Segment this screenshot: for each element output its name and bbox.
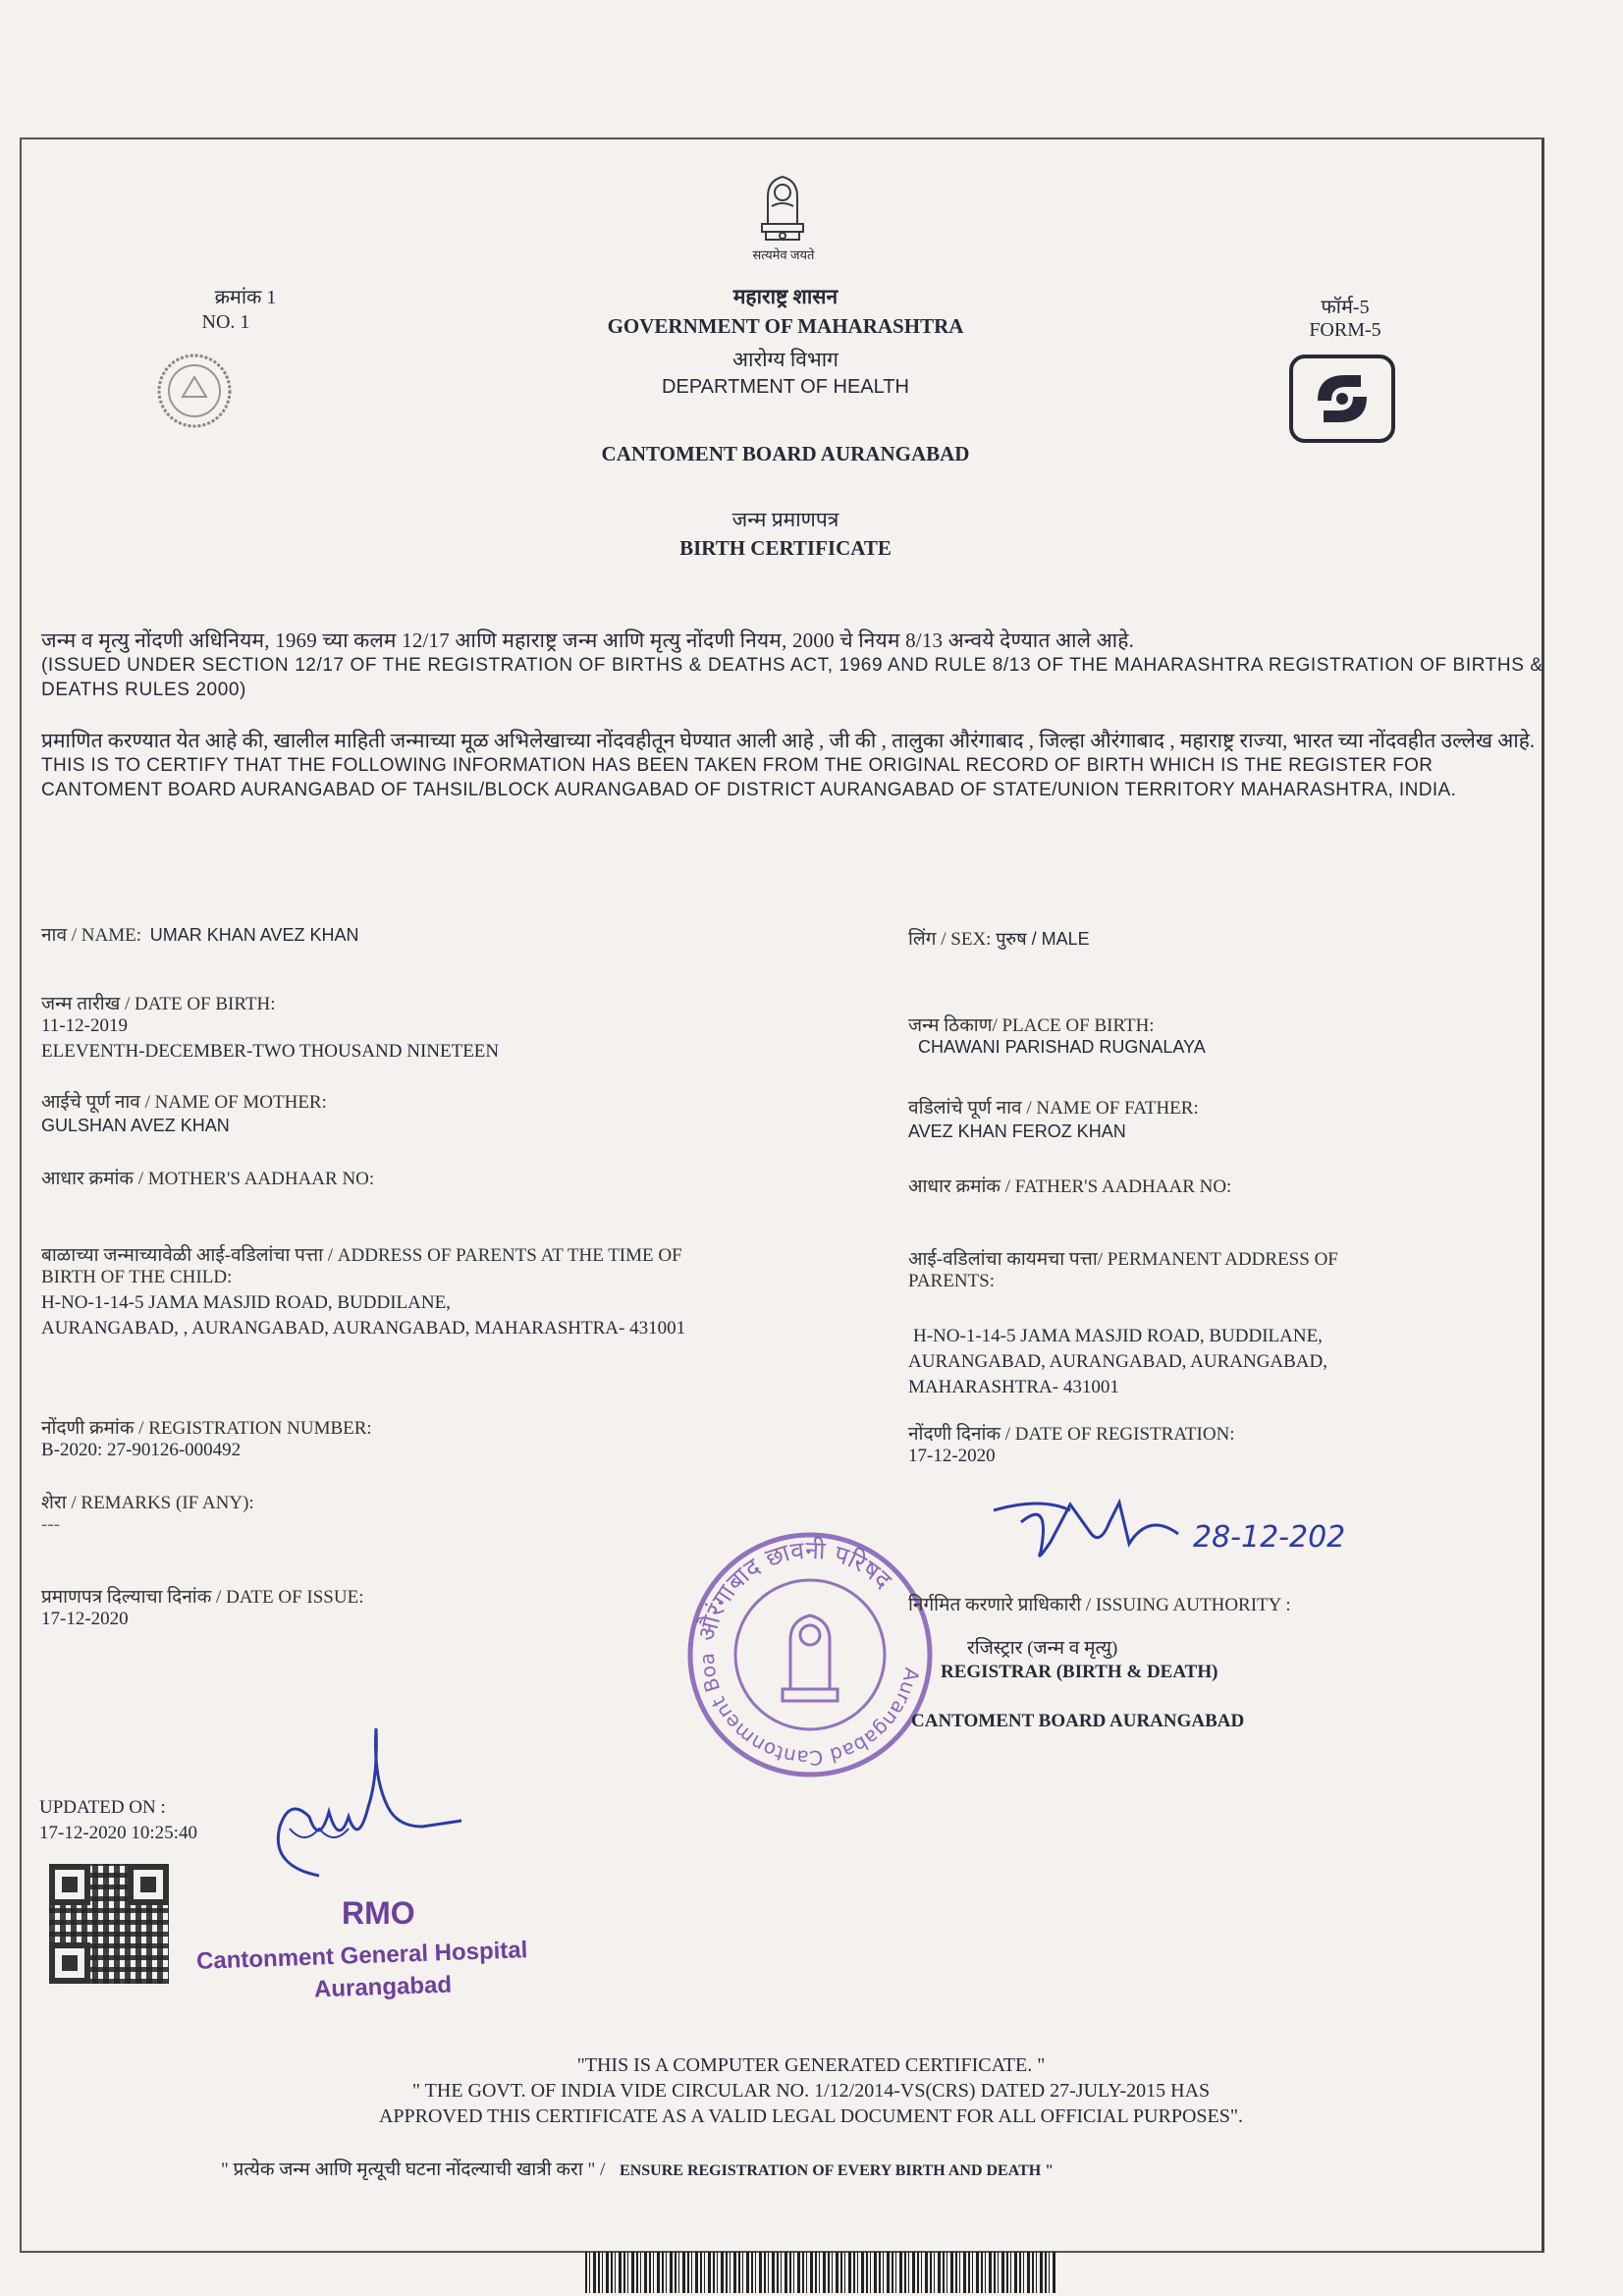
certify-text-en: THIS IS TO CERTIFY THAT THE FOLLOWING INFORMATION HAS BEEN TAKEN FROM THE ORIGINAL RECORD OF BIRTH WHICH IS THE REGISTER FOR CANTOMENT BOARD AURANGABAD OF TAHSIL/BLOCK AURANGABAD OF DISTRICT AURANGABAD OF STATE/UNION TERRITORY MAHARASHTRA, INDIA. — [41, 755, 1457, 800]
rmo-signature-icon — [250, 1719, 466, 1895]
issued-text-mr: जन्म व मृत्यु नोंदणी अधिनियम, 1969 च्या कलम 12/17 आणि महाराष्ट्र जन्म आणि मृत्यु नोंदणी नियम, 2000 चे नियम 8/13 अन्वये देण्यात आले आहे. — [41, 629, 1135, 652]
embossed-seal-icon — [155, 352, 234, 430]
seal-text-en: Aurangabad Cantonment Boa — [694, 1652, 925, 1771]
remarks-label: शेरा / REMARKS (IF ANY): — [41, 1493, 254, 1513]
updated-on-label: UPDATED ON : — [39, 1797, 166, 1818]
crs-logo — [1288, 354, 1396, 444]
issued-text-en: (ISSUED UNDER SECTION 12/17 OF THE REGISTRATION OF BIRTHS & DEATHS ACT, 1969 AND RULE 8/13 OF THE MAHARASHTRA REGISTRATION OF BIRTHS & DEATHS RULES 2000) — [41, 655, 1543, 700]
gov-title-en: GOVERNMENT OF MAHARASHTRA — [607, 314, 964, 338]
address-birth-line-1: H-NO-1-14-5 JAMA MASJID ROAD, BUDDILANE, — [41, 1292, 451, 1313]
seal-text-mr: औरंगाबाद छावनी परिषद — [691, 1535, 897, 1645]
issue-date-label: प्रमाणपत्र दिल्याचा दिनांक / DATE OF ISSUE: — [41, 1587, 364, 1608]
perm-address-line-3: MAHARASHTRA- 431001 — [908, 1377, 1119, 1397]
cantonment-board-seal — [682, 1527, 938, 1782]
dept-title-mr: आरोग्य विभाग — [732, 348, 839, 371]
perm-address-label-2: PARENTS: — [908, 1271, 995, 1291]
emblem-motto: सत्यमेव जयते — [752, 247, 815, 262]
father-label: वडिलांचे पूर्ण नाव / NAME OF FATHER: — [908, 1098, 1199, 1119]
gov-title-mr: महाराष्ट्र शासन — [732, 285, 839, 308]
name-value: UMAR KHAN AVEZ KHAN — [149, 925, 359, 945]
footer-line-3: APPROVED THIS CERTIFICATE AS A VALID LEGAL DOCUMENT FOR ALL OFFICIAL PURPOSES". — [378, 2105, 1244, 2127]
crs-logo-icon — [1288, 354, 1396, 444]
perm-address-line-2: AURANGABAD, AURANGABAD, AURANGABAD, — [908, 1351, 1327, 1372]
dept-title-en: DEPARTMENT OF HEALTH — [662, 376, 909, 398]
mother-value: GULSHAN AVEZ KHAN — [41, 1116, 230, 1135]
sex-row — [908, 925, 1090, 951]
reg-number-value: B-2020: 27-90126-000492 — [41, 1440, 242, 1460]
address-birth-label-1: बाळाच्या जन्माच्यावेळी आई-वडिलांचा पत्ता / ADDRESS OF PARENTS AT THE TIME OF — [41, 1245, 682, 1266]
issue-date-value: 17-12-2020 — [41, 1609, 129, 1629]
updated-on-value: 17-12-2020 10:25:40 — [39, 1823, 197, 1843]
form-number-en: FORM-5 — [1309, 319, 1381, 341]
form-number-mr: फॉर्म-5 — [1321, 297, 1370, 318]
certificate-title-mr: जन्म प्रमाणपत्र — [731, 508, 839, 531]
reg-number-label: नोंदणी क्रमांक / REGISTRATION NUMBER: — [41, 1418, 372, 1439]
sex-label: लिंग / SEX: — [908, 929, 992, 950]
remarks-value: --- — [41, 1514, 60, 1535]
cantonment-seal-icon — [682, 1527, 938, 1782]
address-birth-label-2: BIRTH OF THE CHILD: — [41, 1267, 233, 1287]
embossed-seal — [155, 352, 234, 430]
barcode — [585, 2252, 1056, 2293]
national-emblem — [748, 167, 817, 247]
dob-words: ELEVENTH-DECEMBER-TWO THOUSAND NINETEEN — [41, 1041, 500, 1062]
perm-address-label-1: आई-वडिलांचा कायमचा पत्ता/ PERMANENT ADDRESS OF — [908, 1249, 1338, 1270]
mother-label: आईचे पूर्ण नाव / NAME OF MOTHER: — [41, 1092, 327, 1113]
certificate-title-en: BIRTH CERTIFICATE — [679, 536, 892, 560]
serial-number-en: NO. 1 — [201, 311, 250, 333]
sex-value: पुरुष / MALE — [996, 929, 1090, 949]
registrar-title-en: REGISTRAR (BIRTH & DEATH) — [941, 1662, 1218, 1682]
address-birth-line-2: AURANGABAD, , AURANGABAD, AURANGABAD, MAHARASHTRA- 431001 — [41, 1318, 686, 1339]
ashoka-emblem-icon — [748, 167, 817, 247]
issuing-authority-label: निर्गमित करणारे प्राधिकारी / ISSUING AUTHORITY : — [908, 1595, 1291, 1615]
qr-code — [49, 1864, 169, 1984]
reg-date-value: 17-12-2020 — [908, 1446, 996, 1466]
certify-section — [41, 729, 1543, 802]
signature-date: 28-12-202 — [1193, 1520, 1346, 1555]
dob-value: 11-12-2019 — [41, 1015, 128, 1036]
serial-number-mr: क्रमांक 1 — [214, 287, 277, 308]
rmo-stamp-line-2: Cantonment General Hospital — [195, 1937, 528, 1975]
rmo-stamp-line-1: RMO — [342, 1895, 415, 1931]
footer-line-2: " THE GOVT. OF INDIA VIDE CIRCULAR NO. 1/12/2014-VS(CRS) DATED 27-JULY-2015 HAS — [411, 2080, 1211, 2102]
reg-date-label: नोंदणी दिनांक / DATE OF REGISTRATION: — [908, 1424, 1235, 1445]
name-label: नाव / NAME: — [41, 925, 142, 946]
footer-slogan-mr: " प्रत्येक जन्म आणि मृत्यूची घटना नोंदल्याची खात्री करा " / — [221, 2159, 606, 2180]
authority-board: CANTOMENT BOARD AURANGABAD — [911, 1711, 1245, 1731]
perm-address-line-1: H-NO-1-14-5 JAMA MASJID ROAD, BUDDILANE, — [913, 1326, 1323, 1346]
name-row — [41, 921, 359, 947]
father-value: AVEZ KHAN FEROZ KHAN — [908, 1121, 1126, 1141]
certify-text-mr: प्रमाणित करण्यात येत आहे की, खालील माहिती जन्माच्या मूळ अभिलेखाच्या नोंदवहीतून घेण्यात आली आहे , जी की , तालुका औरंगाबाद , जिल्हा औरंगाबाद , महाराष्ट्र राज्या, भारत च्या नोंदवहीत उल्लेख आहे. — [41, 729, 1536, 752]
footer-slogan — [221, 2156, 1054, 2181]
svg-text:औरंगाबाद छावनी परिषद — [692, 1536, 898, 1645]
board-title: CANTOMENT BOARD AURANGABAD — [601, 442, 970, 465]
footer-line-1: "THIS IS A COMPUTER GENERATED CERTIFICATE. " — [576, 2054, 1046, 2076]
issued-under-section — [41, 629, 1543, 702]
footer-slogan-en: ENSURE REGISTRATION OF EVERY BIRTH AND DEATH " — [620, 2162, 1055, 2179]
pob-label: जन्म ठिकाण/ PLACE OF BIRTH: — [908, 1015, 1155, 1036]
dob-label: जन्म तारीख / DATE OF BIRTH: — [41, 994, 276, 1014]
pob-value: CHAWANI PARISHAD RUGNALAYA — [918, 1037, 1206, 1057]
mother-aadhaar-label: आधार क्रमांक / MOTHER'S AADHAAR NO: — [41, 1169, 375, 1189]
rmo-signature — [250, 1719, 466, 1895]
father-aadhaar-label: आधार क्रमांक / FATHER'S AADHAAR NO: — [908, 1176, 1232, 1197]
rmo-stamp-line-3: Aurangabad — [313, 1971, 453, 2003]
registrar-title-mr: रजिस्ट्रार (जन्म व मृत्यु) — [967, 1638, 1118, 1659]
